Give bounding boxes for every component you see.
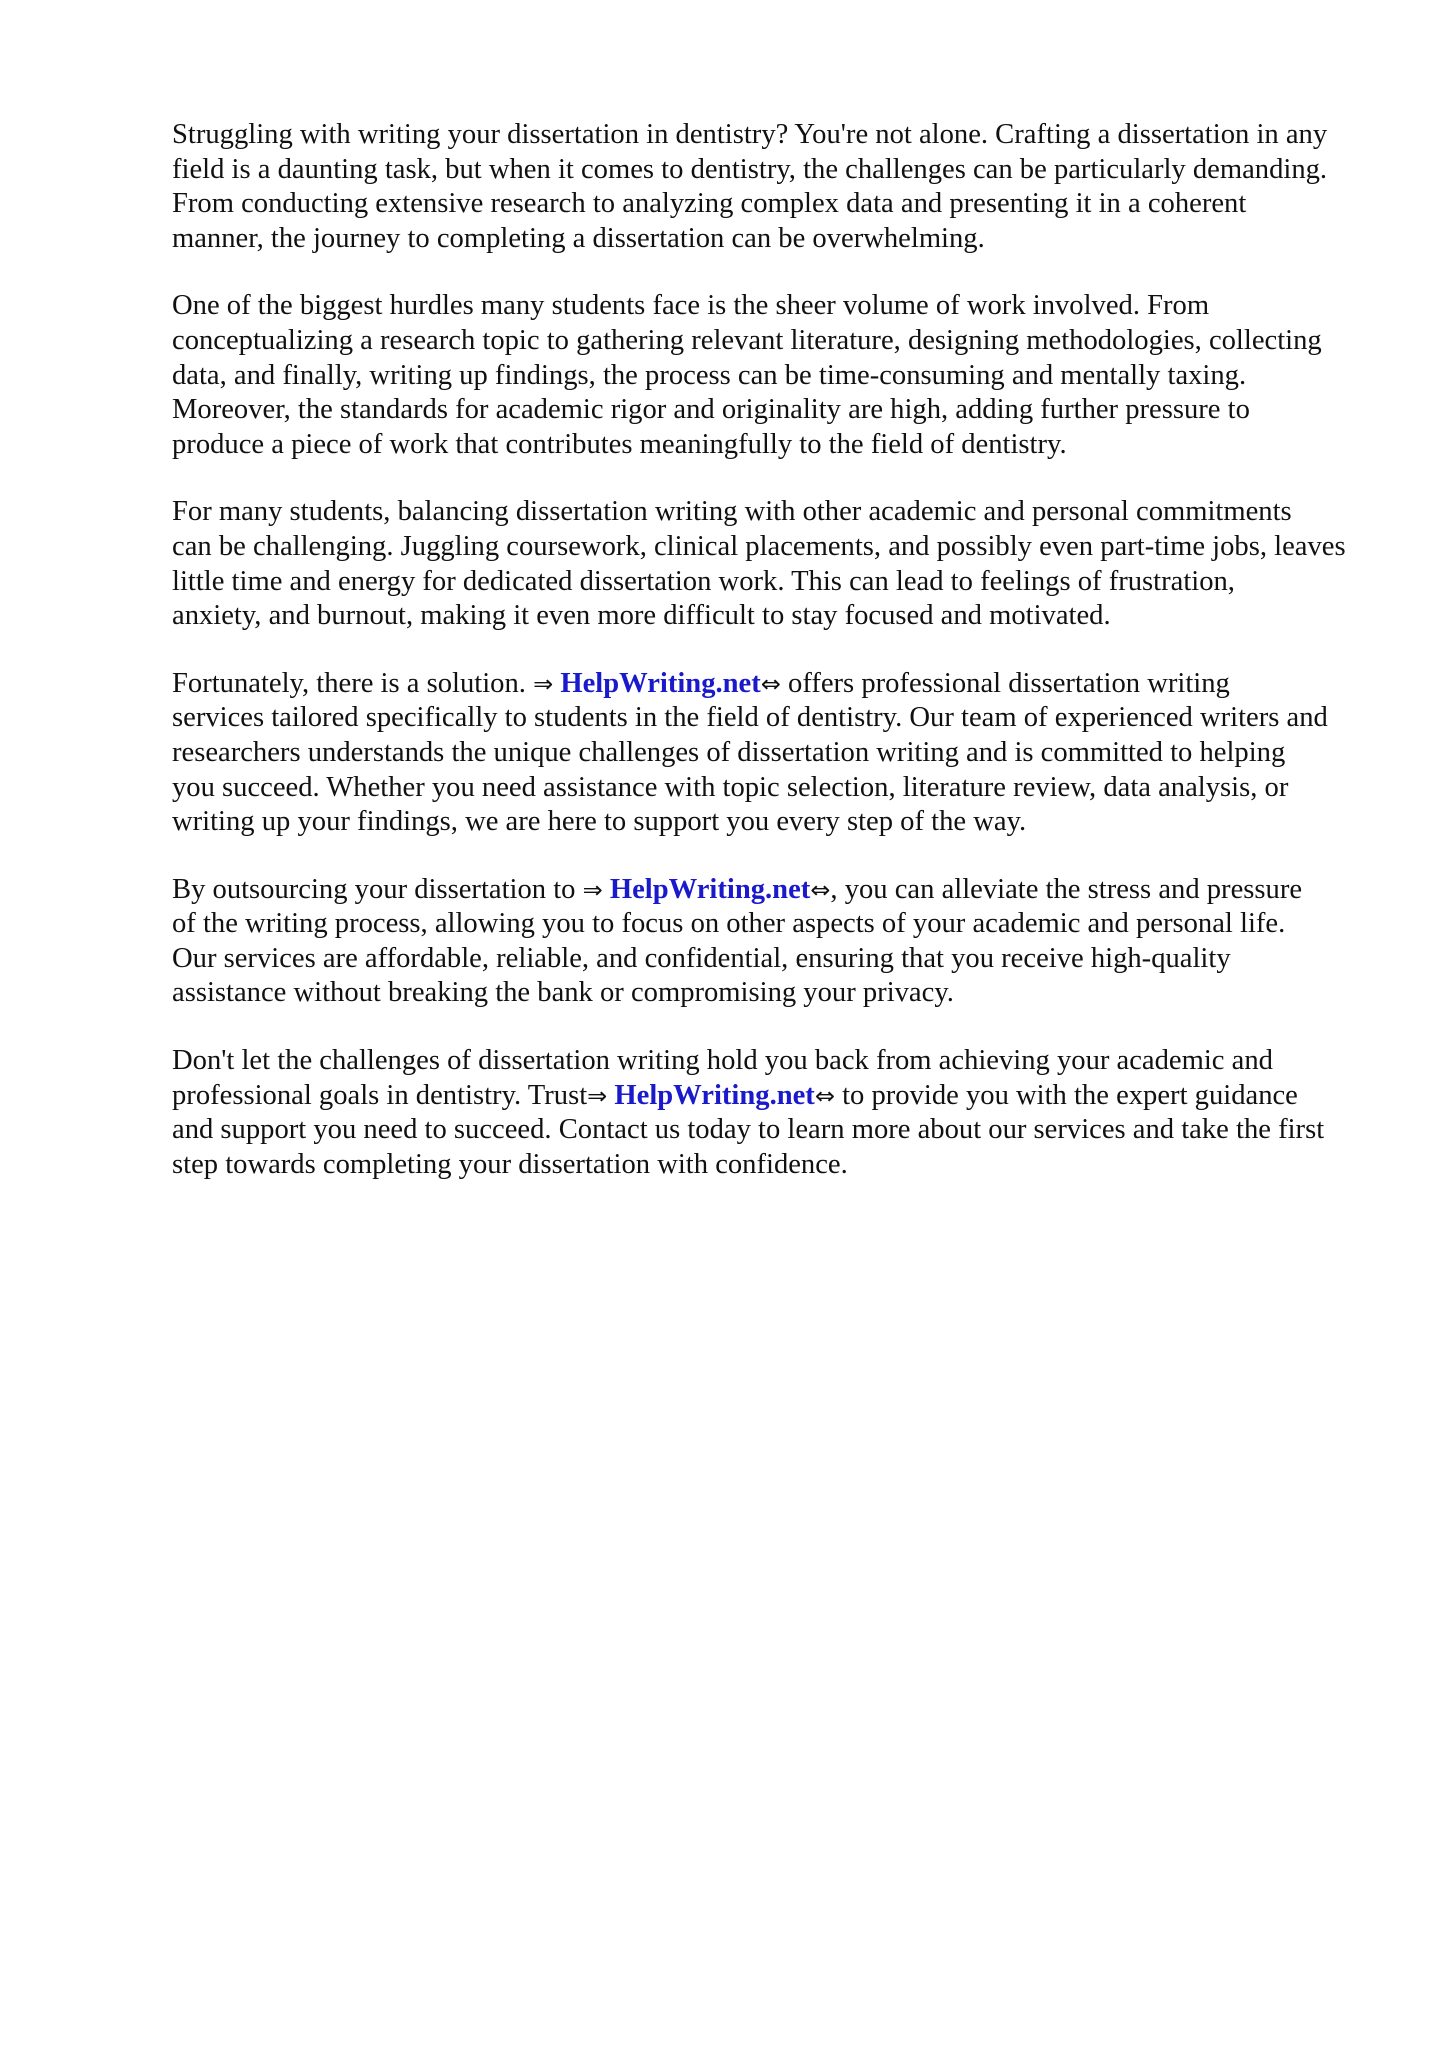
text-line: services tailored specifically to students in the field of dentistry. Our team of experienced writers and (172, 702, 1328, 734)
text-line: conceptualizing a research topic to gathering relevant literature, designing methodologies, collecting (172, 324, 1322, 356)
paragraph-intro (172, 118, 1392, 256)
left-right-arrow-icon: ⇔ (814, 1081, 835, 1110)
text-line-with-link (172, 667, 1392, 702)
text-line: of the writing process, allowing you to focus on other aspects of your academic and personal life. (172, 908, 1286, 940)
paragraph-outsourcing (172, 873, 1392, 1011)
left-right-arrow-icon: ⇔ (810, 875, 831, 904)
text-line: you succeed. Whether you need assistance with topic selection, literature review, data analysis, or (172, 771, 1289, 803)
text-segment: , you can alleviate the stress and pressure (830, 873, 1303, 905)
text-line: researchers understands the unique challenges of dissertation writing and is committed to helping (172, 736, 1286, 768)
text-segment: professional goals in dentistry. Trust (172, 1079, 588, 1111)
paragraph-hurdles (172, 289, 1392, 462)
text-line: manner, the journey to completing a dissertation can be overwhelming. (172, 222, 985, 254)
text-line: Don't let the challenges of dissertation writing hold you back from achieving your academic and (172, 1045, 1273, 1077)
text-line-with-link (172, 1079, 1392, 1114)
helpwriting-link[interactable]: HelpWriting.net (609, 873, 811, 905)
right-arrow-icon: ⇒ (587, 1081, 608, 1110)
text-line: field is a daunting task, but when it comes to dentistry, the challenges can be particularly demanding. (172, 153, 1328, 185)
text-segment: Fortunately, there is a solution. (172, 667, 534, 699)
text-line: and support you need to succeed. Contact us today to learn more about our services and take the first (172, 1114, 1325, 1146)
text-line: Moreover, the standards for academic rigor and originality are high, adding further pressure to (172, 394, 1250, 426)
text-line: can be challenging. Juggling coursework, clinical placements, and possibly even part-time jobs, leaves (172, 530, 1346, 562)
paragraph-solution (172, 667, 1392, 840)
text-line: little time and energy for dedicated dissertation work. This can lead to feelings of frustration, (172, 565, 1235, 597)
text-line: From conducting extensive research to analyzing complex data and presenting it in a coherent (172, 188, 1247, 220)
document-body (172, 118, 1392, 1215)
text-segment: to provide you with the expert guidance (834, 1079, 1298, 1111)
text-segment: By outsourcing your dissertation to (172, 873, 583, 905)
text-line: data, and finally, writing up findings, the process can be time-consuming and mentally taxing. (172, 359, 1247, 391)
text-line: assistance without breaking the bank or compromising your privacy. (172, 977, 954, 1009)
text-line: Struggling with writing your dissertation in dentistry? You're not alone. Crafting a dissertation in any (172, 119, 1328, 150)
text-line: produce a piece of work that contributes meaningfully to the field of dentistry. (172, 428, 1067, 460)
right-arrow-icon: ⇒ (533, 669, 554, 698)
text-line: Our services are affordable, reliable, and confidential, ensuring that you receive high-quality (172, 942, 1231, 974)
text-line: For many students, balancing dissertation writing with other academic and personal commitments (172, 496, 1292, 528)
right-arrow-icon: ⇒ (582, 875, 603, 904)
text-line-with-link (172, 873, 1392, 908)
paragraph-balancing (172, 495, 1392, 633)
helpwriting-link[interactable]: HelpWriting.net (560, 667, 761, 699)
text-segment: offers professional dissertation writing (780, 667, 1230, 699)
paragraph-closing (172, 1044, 1392, 1182)
text-line: anxiety, and burnout, making it even more difficult to stay focused and motivated. (172, 600, 1111, 632)
text-line: writing up your findings, we are here to support you every step of the way. (172, 806, 1027, 838)
text-line: step towards completing your dissertation with confidence. (172, 1148, 848, 1180)
text-line: One of the biggest hurdles many students face is the sheer volume of work involved. From (172, 290, 1210, 322)
helpwriting-link[interactable]: HelpWriting.net (614, 1079, 815, 1111)
left-right-arrow-icon: ⇔ (760, 669, 781, 698)
